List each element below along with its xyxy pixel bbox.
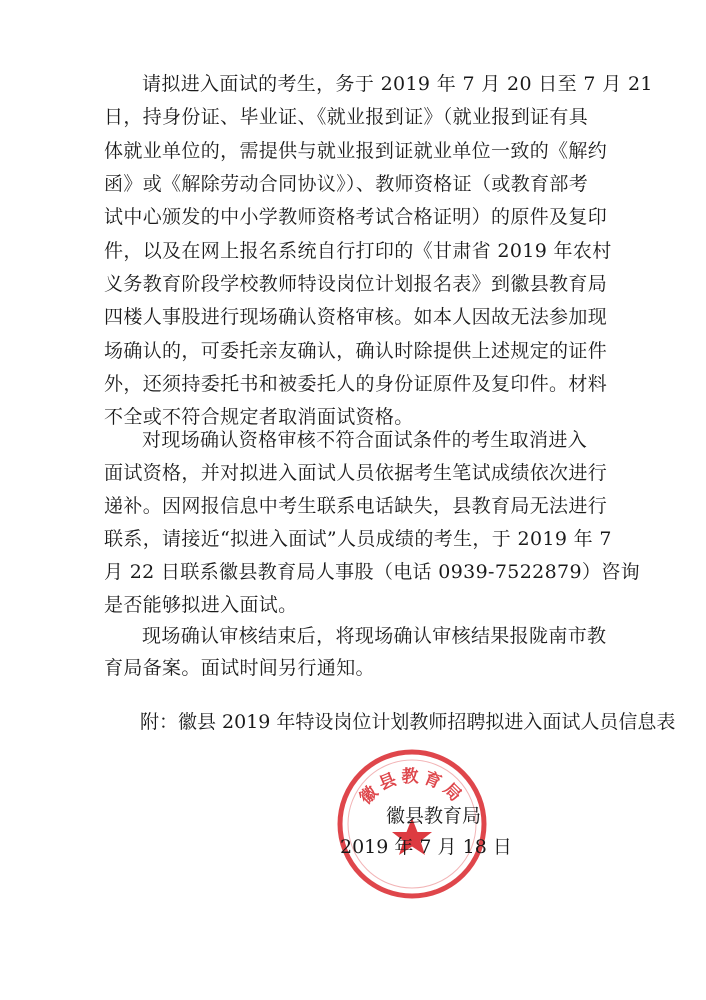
paragraph-line: 试中心颁发的中小学教师资格考试合格证明）的原件及复印 — [104, 206, 608, 228]
paragraph-line: 件，以及在网上报名系统自行打印的《甘肃省 2019 年农村 — [104, 240, 612, 262]
attachment-note: 附：徽县 2019 年特设岗位计划教师招聘拟进入面试人员信息表 — [140, 711, 676, 733]
paragraph-line: 义务教育阶段学校教师特设岗位计划报名表》到徽县教育局 — [104, 273, 608, 295]
paragraph-line: 日，持身份证、毕业证、《就业报到证》（就业报到证有具 — [104, 106, 589, 128]
paragraph-line: 育局备案。面试时间另行通知。 — [104, 657, 375, 679]
paragraph-line: 对现场确认资格审核不符合面试条件的考生取消进入 — [142, 429, 588, 451]
seal-text: 徽县教育局 — [356, 767, 468, 809]
paragraph-line: 体就业单位的，需提供与就业报到证就业单位一致的《解约 — [104, 140, 608, 162]
paragraph-line: 现场确认审核结束后，将现场确认审核结果报陇南市教 — [142, 625, 607, 647]
paragraph-line: 面试资格，并对拟进入面试人员依据考生笔试成绩依次进行 — [104, 462, 608, 484]
paragraph-line: 场确认的，可委托亲友确认，确认时除提供上述规定的证件 — [104, 340, 608, 362]
paragraph-line: 四楼人事股进行现场确认资格审核。如本人因故无法参加现 — [104, 306, 608, 328]
paragraph-line: 是否能够拟进入面试。 — [104, 594, 298, 616]
paragraph-line: 请拟进入面试的考生，务于 2019 年 7 月 20 日至 7 月 21 — [142, 73, 653, 95]
paragraph-line: 联系，请接近“拟进入面试”人员成绩的考生，于 2019 年 7 — [104, 528, 612, 550]
signature-date: 2019 年 7 月 18 日 — [340, 836, 512, 858]
signature-organization: 徽县教育局 — [386, 805, 482, 827]
paragraph-line: 不全或不符合规定者取消面试资格。 — [104, 406, 414, 428]
paragraph-line: 函》或《解除劳动合同协议》）、教师资格证（或教育部考 — [104, 173, 589, 195]
paragraph-line: 递补。因网报信息中考生联系电话缺失，县教育局无法进行 — [104, 495, 608, 517]
paragraph-line: 月 22 日联系徽县教育局人事股（电话 0939-7522879）咨询 — [104, 561, 640, 583]
paragraph-line: 外，还须持委托书和被委托人的身份证原件及复印件。材料 — [104, 373, 608, 395]
